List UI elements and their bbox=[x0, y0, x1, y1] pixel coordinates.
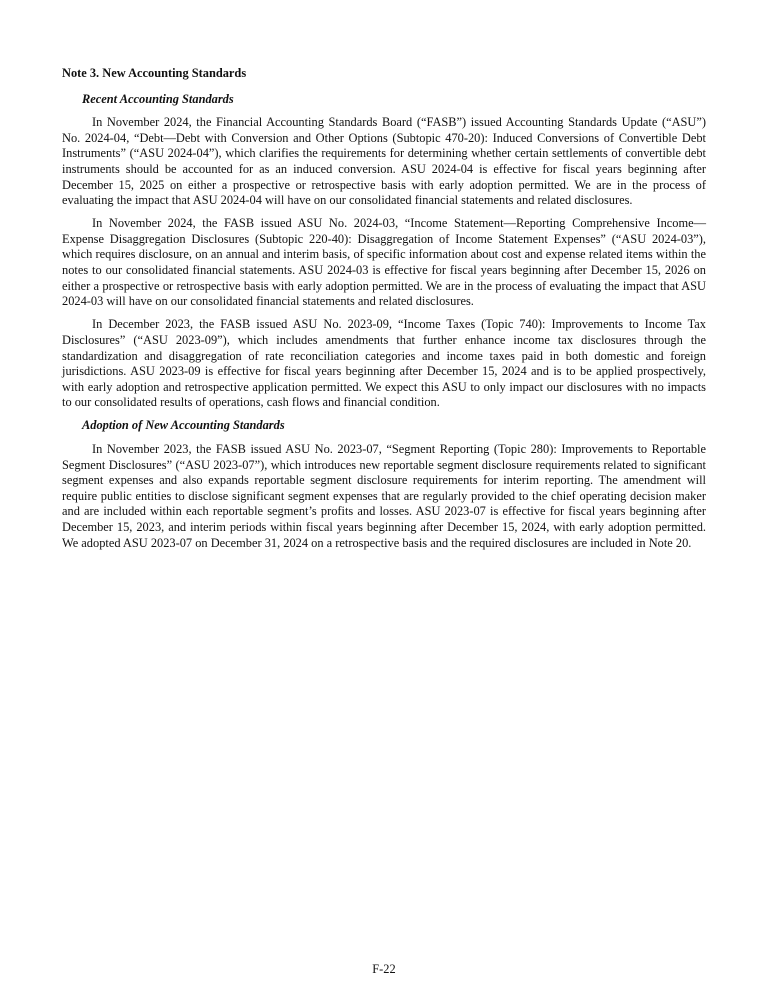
paragraph: In November 2024, the FASB issued ASU No. 2024-03, “Income Statement—Reporting Comprehensive Income—Expense Disaggregation Disclosures (Subtopic 220-40): Disaggregation of Income Statement Expenses” (“ASU 2024-03”), which requires disclosure, on an annual and interim basis, of specific information about cost and expense related items within the notes to our consolidated financial statements. ASU 2024-03 is effective for fiscal years beginning after December 15, 2026 on either a prospective or retrospective basis with early adoption permitted. We are in the process of evaluating the impact that ASU 2024-03 will have on our consolidated financial statements and related disclosures. bbox=[62, 216, 706, 309]
document-body bbox=[62, 66, 706, 559]
paragraph: In November 2023, the FASB issued ASU No. 2023-07, “Segment Reporting (Topic 280): Improvements to Reportable Segment Disclosures” (“ASU 2023-07”), which introduces new reportable segment disclosure requirements related to significant segment expenses and also expands reportable segment disclosure requirements for interim reporting. The amendment will require public entities to disclose significant segment expenses that are regularly provided to the chief operating decision maker and are included within each reportable segment’s profits and losses. ASU 2023-07 is effective for fiscal years beginning after December 15, 2023, and interim periods within fiscal years beginning after December 15, 2024, with early adoption permitted. We adopted ASU 2023-07 on December 31, 2024 on a retrospective basis and the required disclosures are included in Note 20. bbox=[62, 441, 706, 550]
paragraph: In December 2023, the FASB issued ASU No. 2023-09, “Income Taxes (Topic 740): Improvements to Income Tax Disclosures” (“ASU 2023-09”), which includes amendments that further enhance income tax disclosures through the standardization and disaggregation of rate reconciliation categories and income taxes paid in both domestic and foreign jurisdictions. ASU 2023-09 is effective for fiscal years beginning after December 15, 2024 and is to be applied prospectively, with early adoption and retrospective application permitted. We expect this ASU to only impact our disclosures with no impacts to our consolidated results of operations, cash flows and financial condition. bbox=[62, 317, 706, 410]
page-number: F-22 bbox=[372, 962, 396, 976]
note-title: Note 3. New Accounting Standards bbox=[62, 66, 247, 80]
paragraph: In November 2024, the Financial Accounting Standards Board (“FASB”) issued Accounting Standards Update (“ASU”) No. 2024-04, “Debt—Debt with Conversion and Other Options (Subtopic 470-20): Induced Conversions of Convertible Debt Instruments” (“ASU 2024-04”), which clarifies the requirements for determining whether certain settlements of convertible debt instruments should be accounted for as an induced conversion. ASU 2024-04 is effective for fiscal years beginning after December 15, 2025 on either a prospective or retrospective basis with early adoption permitted. We are in the process of evaluating the impact that ASU 2024-04 will have on our consolidated financial statements and related disclosures. bbox=[62, 115, 706, 208]
section-heading-recent: Recent Accounting Standards bbox=[82, 91, 234, 106]
section-heading-adoption: Adoption of New Accounting Standards bbox=[82, 418, 285, 433]
